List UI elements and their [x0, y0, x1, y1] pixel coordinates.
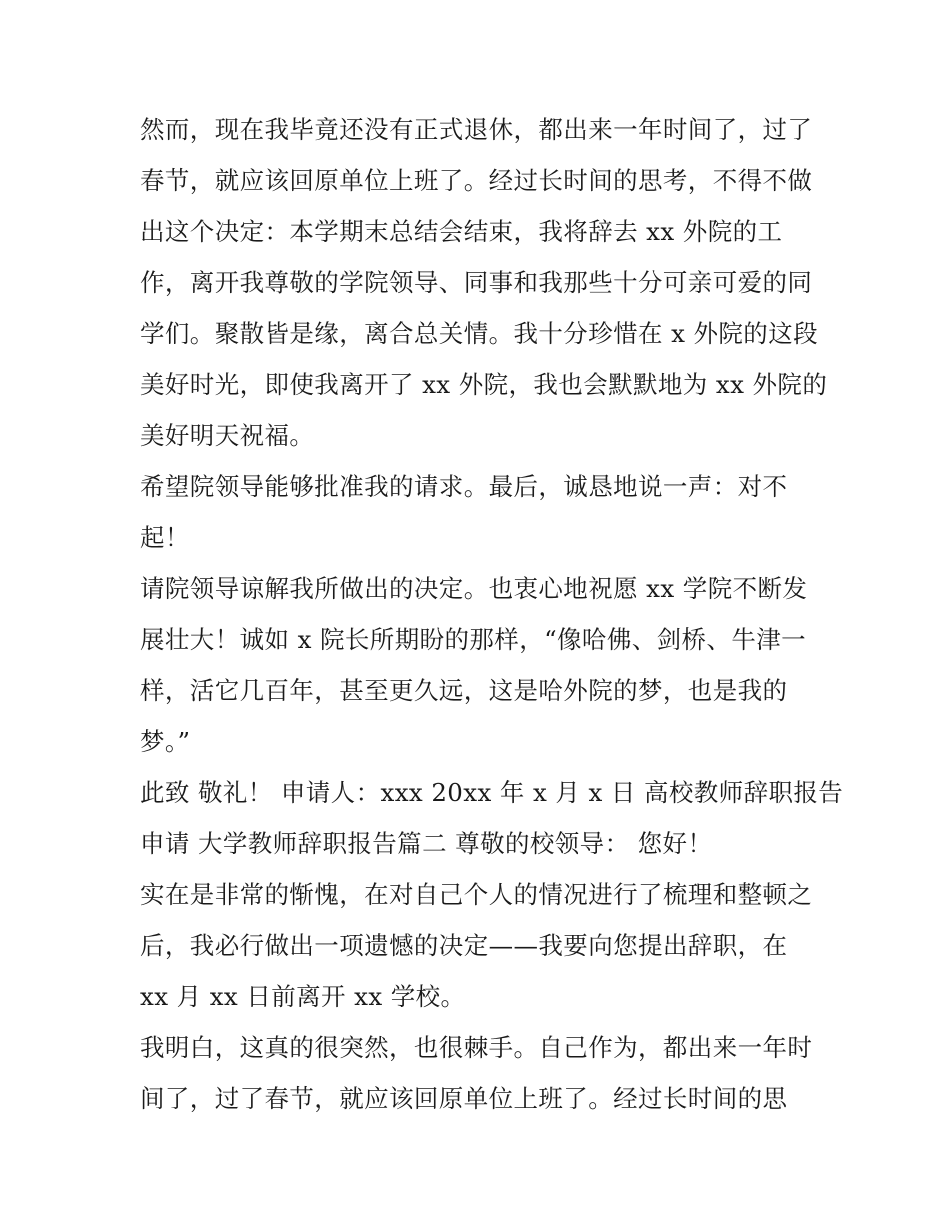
text-line: 间了，过了春节，就应该回原单位上班了。经过长时间的思	[140, 1084, 788, 1113]
text-line: 实在是非常的惭愧，在对自己个人的情况进行了梳理和整顿之	[140, 880, 813, 909]
text-line: 出这个决定：本学期末总结会结束，我将辞去 xx 外院的工	[140, 217, 783, 246]
text-line: 样，活它几百年，甚至更久远，这是哈外院的梦，也是我的	[140, 676, 788, 705]
text-line: 梦。”	[140, 727, 191, 756]
text-line: 起！	[140, 523, 190, 552]
text-line: 请院领导谅解我所做出的决定。也衷心地祝愿 xx 学院不断发	[140, 574, 808, 603]
text-line: xx 月 xx 日前离开 xx 学校。	[140, 982, 466, 1011]
text-line: 美好时光，即使我离开了 xx 外院，我也会默默地为 xx 外院的	[140, 370, 828, 399]
text-line: 学们。聚散皆是缘，离合总关情。我十分珍惜在 x 外院的这段	[140, 319, 818, 348]
document-body	[140, 104, 844, 1124]
text-line: 申请 大学教师辞职报告篇二 尊敬的校领导： 您好！	[140, 829, 713, 858]
text-line: 春节，就应该回原单位上班了。经过长时间的思考，不得不做	[140, 166, 813, 195]
text-line: 然而，现在我毕竟还没有正式退休，都出来一年时间了，过了	[140, 115, 813, 144]
text-line: 此致 敬礼！ 申请人：xxx 20xx 年 x 月 x 日 高校教师辞职报告	[140, 778, 844, 807]
text-line: 作，离开我尊敬的学院领导、同事和我那些十分可亲可爱的同	[140, 268, 813, 297]
text-line: 展壮大！诚如 x 院长所期盼的那样，“像哈佛、剑桥、牛津一	[140, 625, 807, 654]
text-line: 我明白，这真的很突然，也很棘手。自己作为，都出来一年时	[140, 1033, 813, 1062]
text-line: 美好明天祝福。	[140, 421, 315, 450]
text-line: 希望院领导能够批准我的请求。最后，诚恳地说一声：对不	[140, 472, 788, 501]
text-line: 后，我必行做出一项遗憾的决定——我要向您提出辞职，在	[140, 931, 788, 960]
